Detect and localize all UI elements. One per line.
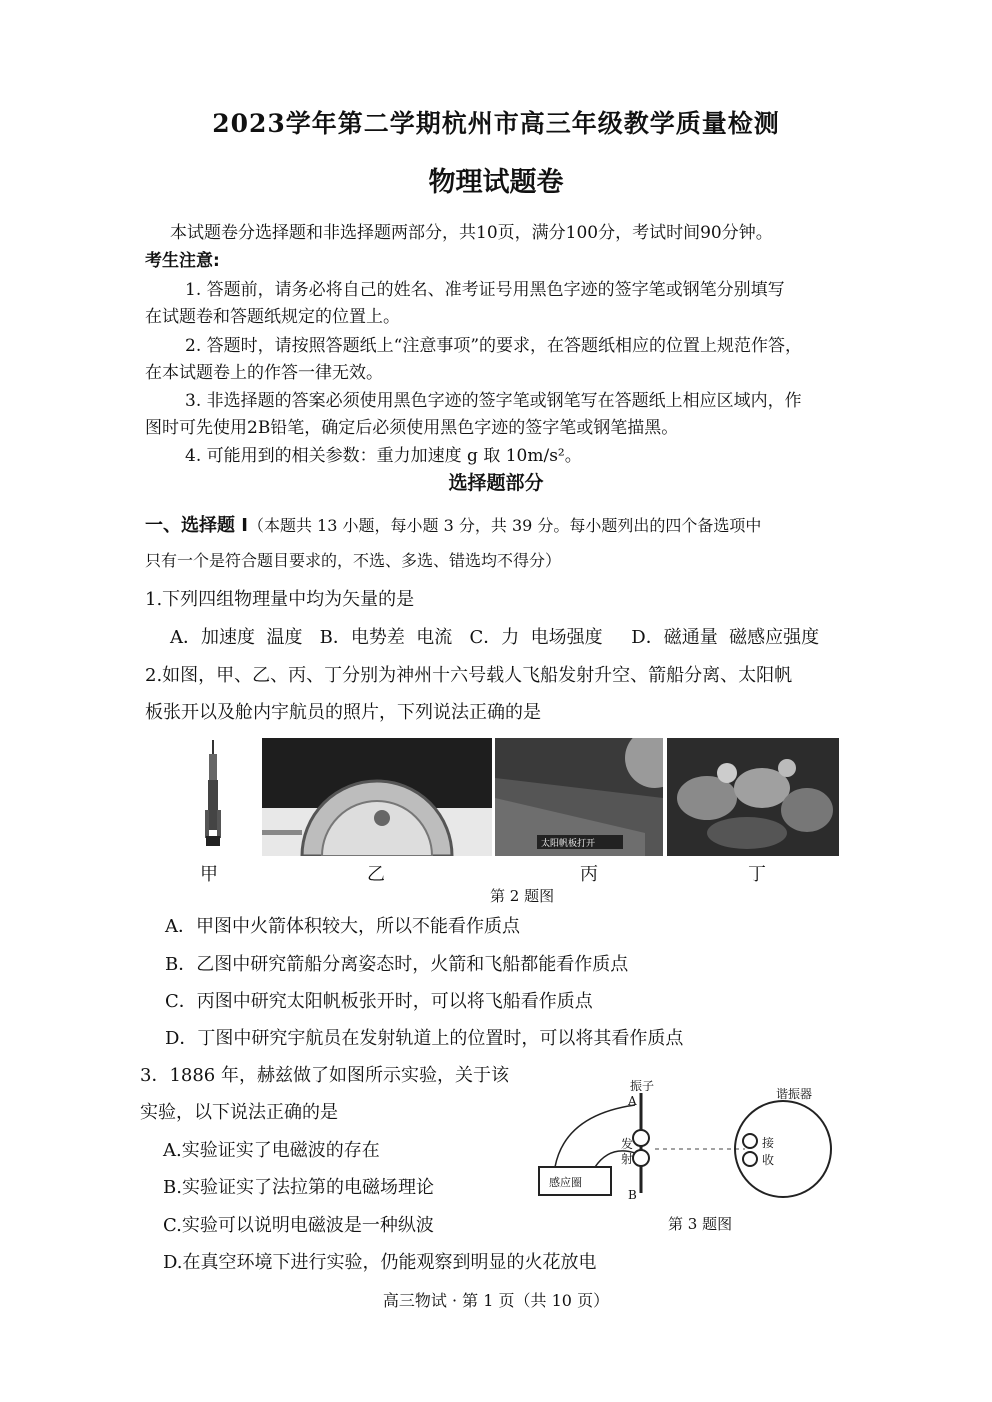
- q3-stem: 3．1886 年，赫兹做了如图所示实验，关于该: [140, 1065, 509, 1086]
- photo-label-c: 丙: [580, 864, 598, 885]
- q3-option-a: A.实验证实了电磁波的存在: [163, 1140, 380, 1161]
- notice-line: 2. 答题时，请按照答题纸上“注意事项”的要求，在答题纸相应的位置上规范作答，: [185, 336, 803, 356]
- part1-label: 一、选择题 I: [145, 515, 248, 536]
- q2-option-d: D．丁图中研究宇航员在发射轨道上的位置时，可以将其看作质点: [165, 1028, 684, 1049]
- q2-stem-2: 板张开以及舱内宇航员的照片，下列说法正确的是: [145, 702, 541, 723]
- notice-line: 1. 答题前，请务必将自己的姓名、准考证号用黑色字迹的签字笔或钢笔分别填写: [185, 280, 785, 300]
- intro-text: 本试题卷分选择题和非选择题两部分，共10页，满分100分，考试时间90分钟。: [170, 223, 773, 243]
- q3-option-b: B.实验证实了法拉第的电磁场理论: [163, 1177, 434, 1198]
- q1-options: A．加速度 温度 B．电势差 电流 C．力 电场强度 D．磁通量 磁感应强度: [170, 627, 820, 648]
- solar-panel-photo: [495, 738, 663, 856]
- q1-stem: 1.下列四组物理量中均为矢量的是: [145, 589, 415, 610]
- photo-label-b: 乙: [367, 864, 385, 885]
- notice-line: 4. 可能用到的相关参数：重力加速度 g 取 10m/s²。: [185, 446, 582, 466]
- notice-line: 3. 非选择题的答案必须使用黑色字迹的签字笔或钢笔写在答题纸上相应区域内，作: [185, 391, 802, 411]
- figure-3-caption: 第 3 题图: [668, 1215, 733, 1233]
- receive-label-1: 接: [762, 1136, 775, 1150]
- page-title: 2023学年第二学期杭州市高三年级教学质量检测: [212, 109, 780, 138]
- coil-label: 感应圈: [549, 1176, 582, 1189]
- part1-desc: （本题共 13 小题，每小题 3 分，共 39 分。每小题列出的四个备选项中: [247, 516, 762, 535]
- paper-subtitle: 物理试题卷: [428, 167, 564, 198]
- q2-option-a: A．甲图中火箭体积较大，所以不能看作质点: [165, 916, 520, 937]
- receive-label-2: 收: [762, 1153, 775, 1167]
- notice-line: 图时可先使用2B铅笔，确定后必须使用黑色字迹的签字笔或钢笔描黑。: [145, 418, 679, 438]
- notice-line: 在试题卷和答题纸规定的位置上。: [145, 307, 400, 327]
- oscillator-label: 振子: [630, 1079, 655, 1093]
- photo-label-d: 丁: [748, 864, 766, 885]
- figure-caption: 第 2 题图: [490, 887, 555, 905]
- q3-stem-2: 实验，以下说法正确的是: [140, 1102, 338, 1123]
- emit-label-2: 射: [621, 1152, 634, 1166]
- part1-desc-2: 只有一个是符合题目要求的，不选、多选、错选均不得分）: [145, 551, 562, 570]
- emit-label-1: 发: [621, 1137, 634, 1151]
- point-b-label: B: [628, 1188, 637, 1202]
- astronaut-photo: [667, 738, 839, 856]
- q2-stem: 2.如图，甲、乙、丙、丁分别为神州十六号载人飞船发射升空、箭船分离、太阳帆: [145, 665, 793, 686]
- q3-option-d: D.在真空环境下进行实验，仍能观察到明显的火花放电: [163, 1252, 597, 1273]
- q2-option-b: B．乙图中研究箭船分离姿态时，火箭和飞船都能看作质点: [165, 954, 629, 975]
- photo-label-a: 甲: [200, 864, 218, 885]
- q2-option-c: C．丙图中研究太阳帆板张开时，可以将飞船看作质点: [165, 991, 593, 1012]
- rocket-photo: [200, 740, 230, 848]
- notice-heading: 考生注意:: [145, 251, 220, 271]
- section-title: 选择题部分: [448, 472, 544, 494]
- q3-option-c: C.实验可以说明电磁波是一种纵波: [163, 1215, 434, 1236]
- page-footer: 高三物试 · 第 1 页（共 10 页）: [382, 1291, 610, 1310]
- part1-header: [145, 511, 761, 537]
- notice-line: 在本试题卷上的作答一律无效。: [145, 363, 383, 383]
- photo-caption: 太阳帆板打开: [541, 839, 596, 849]
- separation-photo: [262, 738, 492, 856]
- point-a-label: A: [628, 1094, 637, 1108]
- resonator-label: 谐振器: [776, 1087, 813, 1101]
